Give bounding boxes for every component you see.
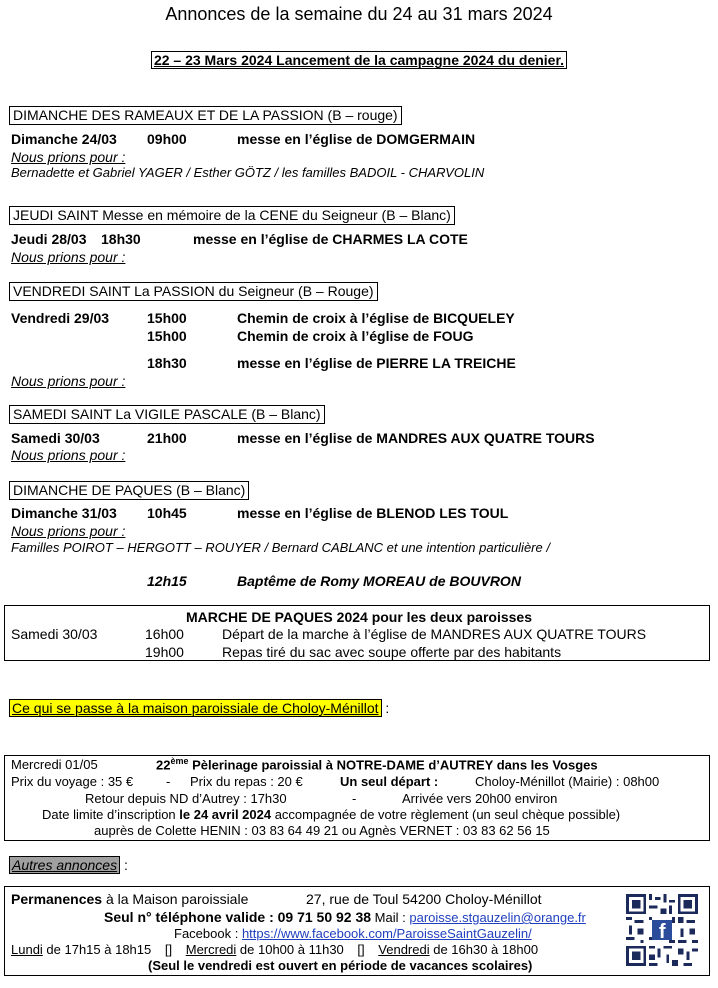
pelerinage-title xyxy=(156,756,598,772)
dash: - xyxy=(352,791,357,806)
time-label: 18h30 xyxy=(147,355,187,371)
event-label: messe en l’église de PIERRE LA TREICHE xyxy=(237,355,516,371)
maison-heading xyxy=(9,700,389,716)
prix-voyage: Prix du voyage : 35 € xyxy=(11,774,134,789)
vendredi-hours: de 16h30 à 18h00 xyxy=(429,942,539,957)
pelerinage-title-text: Pèlerinage paroissial à NOTRE-DAME d’AUTREY dans les Vosges xyxy=(188,757,598,773)
depart-label: Un seul départ : xyxy=(340,774,439,789)
facebook-label: Facebook : xyxy=(174,926,242,941)
event-label: Chemin de croix à l’église de BICQUELEY xyxy=(237,310,515,326)
pelerinage-date: Mercredi 01/05 xyxy=(11,757,98,772)
pelerinage-sup: ème xyxy=(170,756,189,766)
section-heading-rameaux: DIMANCHE DES RAMEAUX ET DE LA PASSION (B – rouge) xyxy=(9,106,402,125)
separator: [] xyxy=(357,942,365,957)
permanences-line xyxy=(11,891,248,907)
facebook-line xyxy=(174,926,532,941)
pelerinage-num: 22 xyxy=(156,757,171,773)
hours-line xyxy=(11,942,538,957)
svg-text:f: f xyxy=(658,920,666,943)
dash: - xyxy=(166,774,171,789)
limite-c: accompagnée de votre règlement (un seul chèque possible) xyxy=(271,807,621,822)
mail-link[interactable]: paroisse.stgauzelin@orange.fr xyxy=(409,910,586,925)
contacts-text: auprès de Colette HENIN : 03 83 64 49 21 ou Agnès VERNET : 03 83 62 56 15 xyxy=(94,823,550,838)
day-label: Dimanche 31/03 xyxy=(11,505,117,521)
page-title: Annonces de la semaine du 24 au 31 mars 2024 xyxy=(165,4,553,24)
facebook-link[interactable]: https://www.facebook.com/ParoisseSaintGauzelin/ xyxy=(241,926,532,941)
pray-label: Nous prions pour : xyxy=(11,523,126,539)
intentions-text: Bernadette et Gabriel YAGER / Esther GÖTZ / les familles BADOIL - CHARVOLIN xyxy=(11,165,485,180)
section-heading-jeudi: JEUDI SAINT Messe en mémoire de la CENE du Seigneur (B – Blanc) xyxy=(9,206,455,225)
permanences-address: 27, rue de Toul 54200 Choloy-Ménillot xyxy=(306,891,542,907)
day-label: Samedi 30/03 xyxy=(11,430,100,446)
autres-label: Autres annonces xyxy=(9,856,120,874)
day-label: Vendredi 29/03 xyxy=(11,310,110,326)
qr-code-icon xyxy=(626,894,698,966)
depart-text: Choloy-Ménillot (Mairie) : 08h00 xyxy=(475,774,660,789)
bapteme-text: Baptême de Romy MOREAU de BOUVRON xyxy=(237,573,521,589)
day-label: Jeudi 28/03 xyxy=(11,231,87,247)
limite-a: Date limite d’inscription xyxy=(42,807,180,822)
autres-heading xyxy=(9,857,128,873)
pray-label: Nous prions pour : xyxy=(11,447,126,463)
pray-label: Nous prions pour : xyxy=(11,249,126,265)
permanences-place: à la Maison paroissiale xyxy=(102,891,249,907)
pray-label: Nous prions pour : xyxy=(11,373,126,389)
limite-text xyxy=(42,807,620,822)
day-label: Dimanche 24/03 xyxy=(11,131,117,147)
vendredi-label: Vendredi xyxy=(378,942,430,957)
phone-label: Seul n° téléphone valide : 09 71 50 92 38 xyxy=(104,909,372,925)
marche-day: Samedi 30/03 xyxy=(11,626,98,642)
marche-time: 19h00 xyxy=(145,644,184,660)
maison-suffix: : xyxy=(381,700,390,716)
lundi-label: Lundi xyxy=(11,942,43,957)
event-label: messe en l’église de BLENOD LES TOUL xyxy=(237,505,509,521)
phone-line xyxy=(104,909,586,925)
maison-label: Ce qui se passe à la maison paroissiale de Choloy-Ménillot xyxy=(9,699,382,717)
separator: [] xyxy=(164,942,173,957)
time-label: 10h45 xyxy=(147,505,187,521)
vacances-note: (Seul le vendredi est ouvert en période de vacances scolaires) xyxy=(148,958,533,973)
prix-repas: Prix du repas : 20 € xyxy=(190,774,303,789)
time-label: 15h00 xyxy=(147,310,187,326)
bapteme-time: 12h15 xyxy=(147,573,187,589)
section-heading-vendredi: VENDREDI SAINT La PASSION du Seigneur (B – Rouge) xyxy=(9,282,378,301)
retour-text: Retour depuis ND d’Autrey : 17h30 xyxy=(85,791,287,806)
time-label: 21h00 xyxy=(147,430,187,446)
event-label: messe en l’église de DOMGERMAIN xyxy=(237,131,476,147)
section-heading-samedi: SAMEDI SAINT La VIGILE PASCALE (B – Blanc) xyxy=(9,405,325,424)
permanences-label: Permanences xyxy=(11,891,103,907)
marche-text: Départ de la marche à l’église de MANDRES AUX QUATRE TOURS xyxy=(222,626,647,642)
mercredi-label: Mercredi xyxy=(185,942,237,957)
event-label: Chemin de croix à l’église de FOUG xyxy=(237,328,474,344)
mercredi-hours: de 10h00 à 11h30 xyxy=(236,942,344,957)
time-label: 15h00 xyxy=(147,328,187,344)
autres-suffix: : xyxy=(120,857,128,873)
event-label: messe en l’église de MANDRES AUX QUATRE TOURS xyxy=(237,430,595,446)
lundi-hours: de 17h15 à 18h15 xyxy=(42,942,152,957)
marche-title: MARCHE DE PAQUES 2024 pour les deux paroisses xyxy=(186,609,532,625)
time-label: 09h00 xyxy=(147,131,187,147)
limite-date: le 24 avril 2024 xyxy=(179,807,272,822)
pray-label: Nous prions pour : xyxy=(11,149,126,165)
page-subtitle xyxy=(0,52,718,68)
mail-label: Mail : xyxy=(371,910,410,925)
marche-text: Repas tiré du sac avec soupe offerte par des habitants xyxy=(222,644,562,660)
section-heading-paques: DIMANCHE DE PAQUES (B – Blanc) xyxy=(9,481,249,500)
marche-time: 16h00 xyxy=(145,626,184,642)
arrivee-text: Arrivée vers 20h00 environ xyxy=(402,791,558,806)
event-label: messe en l’église de CHARMES LA COTE xyxy=(193,231,468,247)
subtitle-text: 22 – 23 Mars 2024 Lancement de la campagne 2024 du denier. xyxy=(151,51,567,69)
time-label: 18h30 xyxy=(101,231,141,247)
intentions-text: Familles POIROT – HERGOTT – ROUYER / Bernard CABLANC et une intention particulière / xyxy=(11,540,550,555)
